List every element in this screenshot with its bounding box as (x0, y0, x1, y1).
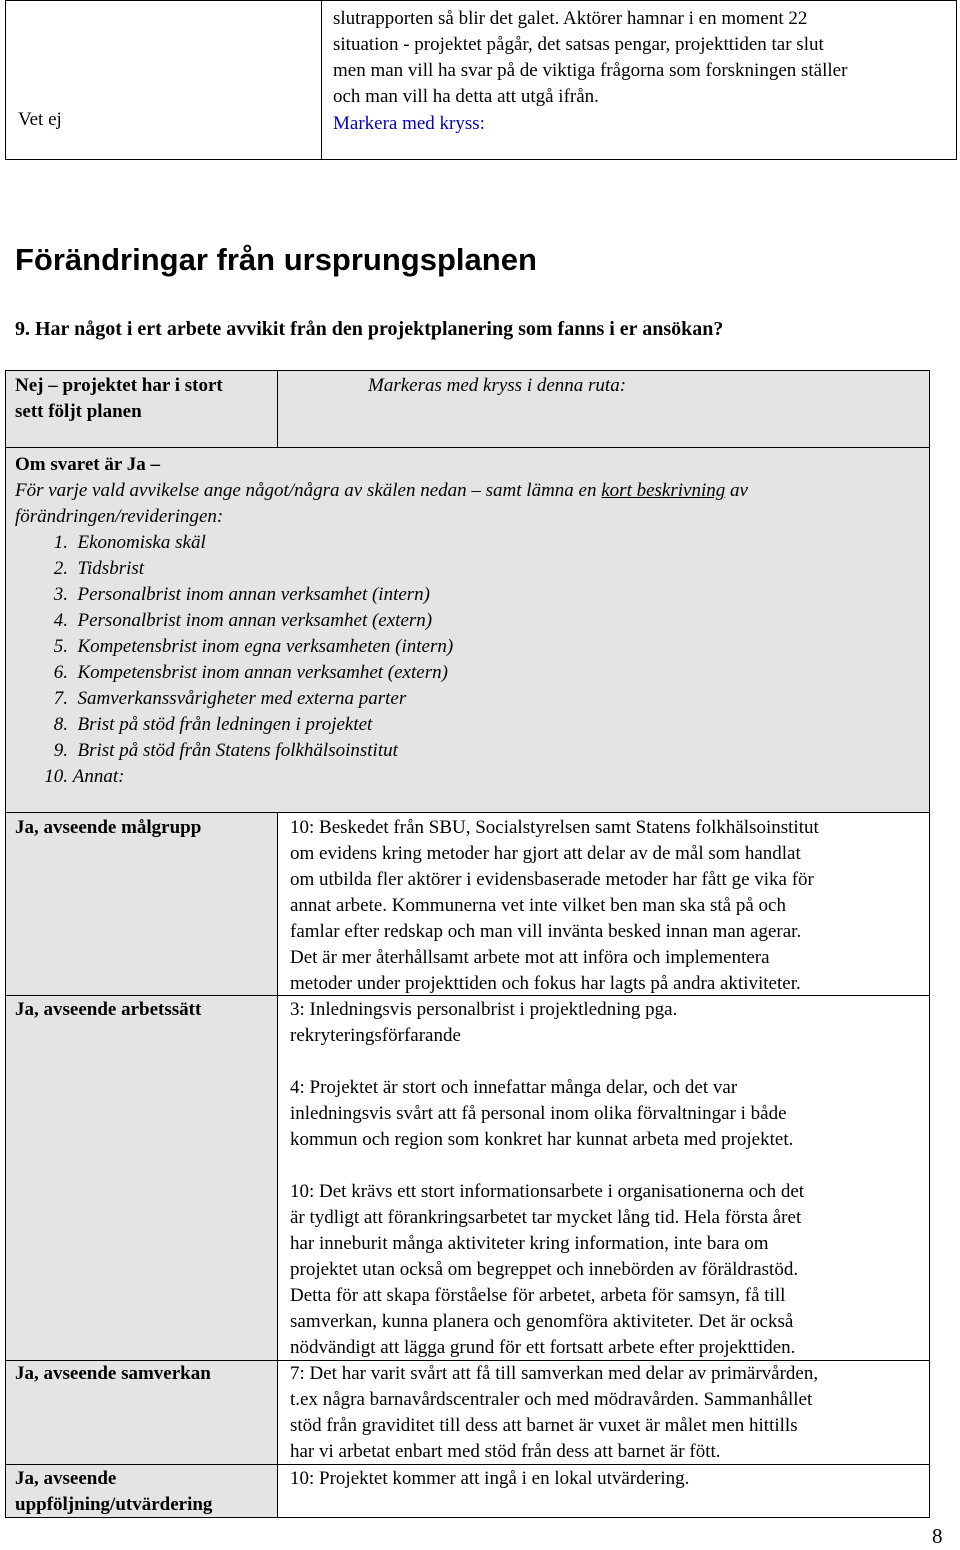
text-line: nödvändigt att lägga grund för ett fortsatt arbete efter projekttiden. (290, 1337, 796, 1358)
reason-item (15, 764, 453, 790)
reason-number: 3. (53, 584, 68, 605)
row-text-samverkan (290, 1361, 930, 1465)
vet-ej-label: Vet ej (18, 109, 62, 130)
reason-number: 1. (53, 532, 68, 553)
text-line: om utbilda fler aktörer i evidensbaserade metoder har fått ge vika för (290, 869, 814, 890)
row-label-arbetssatt: Ja, avseende arbetssätt (15, 999, 202, 1020)
text-line: projektet utan också om begreppet och innebörden av föräldrastöd. (290, 1259, 799, 1280)
reason-list (15, 530, 453, 790)
text-line: Detta för att skapa förståelse för arbetet, arbeta för samsyn, få till (290, 1285, 786, 1306)
text-line: famlar efter redskap och man vill invänta besked innan man agerar. (290, 921, 802, 942)
option-no-line: Nej – projektet har i stort (15, 375, 223, 396)
reason-item (15, 634, 453, 660)
instruction-line: förändringen/revideringen: (15, 506, 224, 527)
option-no-mark-prompt: Markeras med kryss i denna ruta: (368, 375, 627, 396)
text-line: 4: Projektet är stort och innefattar många delar, och det var (290, 1077, 738, 1098)
reason-number: 5. (53, 636, 68, 657)
label-line: Ja, avseende (15, 1468, 117, 1489)
text-line: samverkan, kunna planera och genomföra aktiviteter. Det är också (290, 1311, 794, 1332)
text-line: 3: Inledningsvis personalbrist i projektledning pga. (290, 999, 678, 1020)
reason-item (15, 582, 453, 608)
option-no-label (15, 373, 270, 425)
label-line: uppföljning/utvärdering (15, 1494, 213, 1515)
reason-number: 4. (53, 610, 68, 631)
text-line (290, 1153, 930, 1179)
mark-prompt: Markera med kryss: (333, 113, 485, 134)
text-line: t.ex några barnavårdscentraler och med mödravården. Sammanhållet (290, 1389, 813, 1410)
top-text-line: slutrapporten så blir det galet. Aktörer hamnar i en moment 22 (333, 8, 808, 29)
text-line: stöd från graviditet till dess att barnet är vuxet är målet men hittills (290, 1415, 798, 1436)
instruction-line (15, 478, 915, 504)
reason-text: Brist på stöd från Statens folkhälsoinstitut (77, 740, 398, 761)
reason-item (15, 660, 453, 686)
reason-number: 9. (53, 740, 68, 761)
reason-text: Kompetensbrist inom annan verksamhet (extern) (77, 662, 448, 683)
reason-item (15, 686, 453, 712)
top-table-left-cell (5, 0, 322, 160)
text-line: är tydligt att förankringsarbetet tar mycket lång tid. Hela första året (290, 1207, 802, 1228)
row-label-uppfoljning (15, 1466, 212, 1518)
reason-text: Tidsbrist (77, 558, 145, 579)
reason-number: 2. (53, 558, 68, 579)
reason-text: Annat: (72, 766, 125, 787)
reason-number: 6. (53, 662, 68, 683)
text-line: kommun och region som konkret har kunnat arbeta med projektet. (290, 1129, 794, 1150)
reason-item (15, 608, 453, 634)
top-table-right-cell (321, 0, 957, 160)
row-label-malgrupp: Ja, avseende målgrupp (15, 817, 202, 838)
table-divider (5, 447, 930, 448)
reason-text: Ekonomiska skäl (77, 532, 206, 553)
text-line: inledningsvis svårt att få personal inom olika förvaltningar i både (290, 1103, 787, 1124)
question-9: 9. Har något i ert arbete avvikit från den projektplanering som fanns i er ansökan? (15, 318, 724, 340)
text-line: om evidens kring metoder har gjort att delar av de mål som handlat (290, 843, 801, 864)
reason-text: Kompetensbrist inom egna verksamheten (intern) (77, 636, 454, 657)
reason-text: Personalbrist inom annan verksamhet (intern) (77, 584, 431, 605)
row-text-malgrupp (290, 815, 930, 997)
text-line: 10: Det krävs ett stort informationsarbete i organisationerna och det (290, 1181, 805, 1202)
top-table-text (333, 6, 948, 110)
text-line: Det är mer återhållsamt arbete mot att införa och implementera (290, 947, 770, 968)
reason-item (15, 530, 453, 556)
text-line (290, 1049, 930, 1075)
reason-number: 10. (44, 766, 68, 787)
reason-item (15, 556, 453, 582)
text-line: rekryteringsförfarande (290, 1025, 461, 1046)
option-no-line: sett följt planen (15, 401, 142, 422)
page-number: 8 (932, 1524, 943, 1548)
reason-item (15, 738, 453, 764)
text-line: har inneburit många aktiviteter kring information, inte bara om (290, 1233, 769, 1254)
table-divider (277, 370, 278, 448)
text-line: 10: Beskedet från SBU, Socialstyrelsen samt Statens folkhälsoinstitut (290, 817, 819, 838)
instruction-emphasis: kort beskrivning (601, 480, 726, 501)
reason-number: 7. (53, 688, 68, 709)
instruction-text: För varje vald avvikelse ange något/några av skälen nedan – samt lämna en (15, 480, 602, 501)
row-text-arbetssatt (290, 997, 930, 1361)
if-yes-heading: Om svaret är Ja – (15, 454, 160, 475)
text-line: har vi arbetat enbart med stöd från dess att barnet är fött. (290, 1441, 721, 1462)
top-text-line: och man vill ha detta att utgå ifrån. (333, 86, 599, 107)
text-line: metoder under projekttiden och fokus har lagts på andra aktiviteter. (290, 973, 801, 994)
top-text-line: men man vill ha svar på de viktiga frågorna som forskningen ställer (333, 60, 848, 81)
section-heading: Förändringar från ursprungsplanen (15, 242, 537, 277)
row-label-samverkan: Ja, avseende samverkan (15, 1363, 211, 1384)
reason-text: Samverkanssvårigheter med externa parter (77, 688, 407, 709)
reason-text: Personalbrist inom annan verksamhet (extern) (77, 610, 433, 631)
text-line: 10: Projektet kommer att ingå i en lokal utvärdering. (290, 1468, 690, 1489)
top-text-line: situation - projektet pågår, det satsas pengar, projekttiden tar slut (333, 34, 824, 55)
if-yes-instruction (15, 478, 915, 530)
text-line: annat arbete. Kommunerna vet inte vilket ben man ska stå på och (290, 895, 786, 916)
reason-item (15, 712, 453, 738)
instruction-text: av (725, 480, 748, 501)
text-line: 7: Det har varit svårt att få till samverkan med delar av primärvården, (290, 1363, 819, 1384)
reason-number: 8. (53, 714, 68, 735)
row-text-uppfoljning (290, 1466, 930, 1492)
reason-text: Brist på stöd från ledningen i projektet (77, 714, 373, 735)
